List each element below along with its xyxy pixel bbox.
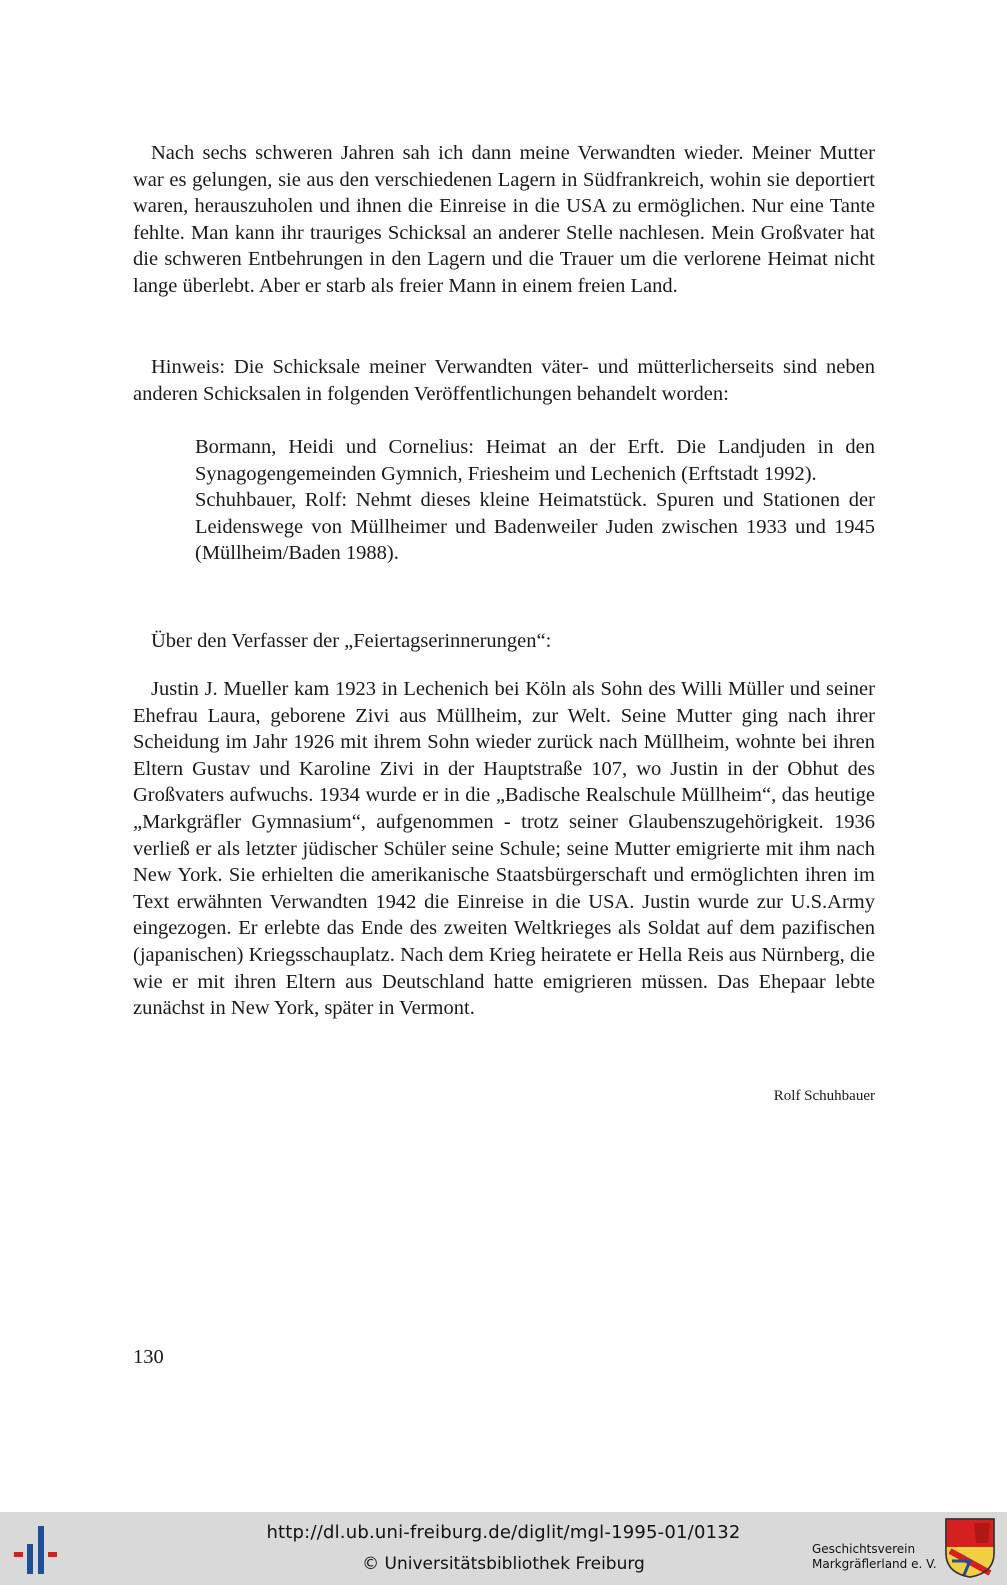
- society-name-line: Markgräflerland e. V.: [812, 1557, 937, 1571]
- society-name-line: Geschichtsverein: [812, 1542, 916, 1556]
- society-name: [812, 1542, 937, 1572]
- paragraph-relatives-reunion: Nach sechs schweren Jahren sah ich dann meine Verwandten wieder. Meiner Mutter war es gelungen, sie aus den verschiedenen Lagern in Südfrankreich, wohin sie deportiert waren, herauszuholen und ihnen die Einreise in die USA zu ermöglichen. Nur eine Tante fehlte. Man kann ihr trauriges Schicksal an anderer Stelle nachlesen. Mein Großvater hat die schweren Entbehrungen in den Lagern und die Trauer um die verlorene Heimat nicht lange überlebt. Aber er starb als freier Mann in einem freien Land.: [133, 142, 875, 297]
- footer-bar: [0, 1512, 1007, 1585]
- bibliography-entry: Schuhbauer, Rolf: Nehmt dieses kleine Heimatstück. Spuren und Stationen der Leidenswege von Müllheimer und Badenweiler Juden zwischen 1933 und 1945 (Müllheim/Baden 1988).: [195, 489, 875, 565]
- copyright-text: © Universitätsbibliothek Freiburg: [362, 1554, 645, 1574]
- section-heading: Über den Verfasser der „Feiertagserinnerungen“:: [151, 630, 552, 652]
- bibliography-entry: Bormann, Heidi und Cornelius: Heimat an der Erft. Die Landjuden in den Synagogengemeinden Gymnich, Friesheim und Lechenich (Erftstadt 1992).: [195, 436, 875, 485]
- paragraph-author-bio: Justin J. Mueller kam 1923 in Lechenich bei Köln als Sohn des Willi Müller und seiner Ehefrau Laura, geborene Zivi aus Müllheim, zur Welt. Seine Mutter ging nach ihrer Scheidung im Jahr 1926 mit ihrem Sohn wieder zurück nach Müllheim, wohnte bei ihren Eltern Gustav und Karoline Zivi in der Hauptstraße 107, wo Justin in der Obhut des Großvaters aufwuchs. 1934 wurde er in die „Badische Realschule Müllheim“, das heutige „Markgräfler Gymnasium“, aufgenommen - trotz seiner Glaubenszugehörigkeit. 1936 verließ er als letzter jüdischer Schüler seine Schule; seine Mutter emigrierte mit ihm nach New York. Sie erhielten die amerikanische Staatsbürgerschaft und ermöglichten ihren im Text erwähnten Verwandten 1942 die Einreise in die USA. Justin wurde zur U.S.Army eingezogen. Er erlebte das Ende des zweiten Weltkrieges als Soldat auf dem pazifischen (japanischen) Kriegsschauplatz. Nach dem Krieg heiratete er Hella Reis aus Nürnberg, die wie er mit ihren Eltern aus Deutschland hatte emigrieren müssen. Das Ehepaar lebte zunächst in New York, später in Vermont.: [133, 678, 875, 1020]
- author-signature: Rolf Schuhbauer: [773, 1088, 875, 1104]
- paragraph-note: Hinweis: Die Schicksale meiner Verwandten väter- und mütterlicherseits sind neben anderen Schicksalen in folgenden Veröffentlichungen behandelt worden:: [133, 356, 875, 405]
- source-url-link[interactable]: http://dl.ub.uni-freiburg.de/diglit/mgl-1995-01/0132: [266, 1522, 741, 1543]
- coat-of-arms-icon: [944, 1517, 996, 1579]
- page-number: 130: [133, 1346, 164, 1368]
- bibliography: [195, 434, 875, 567]
